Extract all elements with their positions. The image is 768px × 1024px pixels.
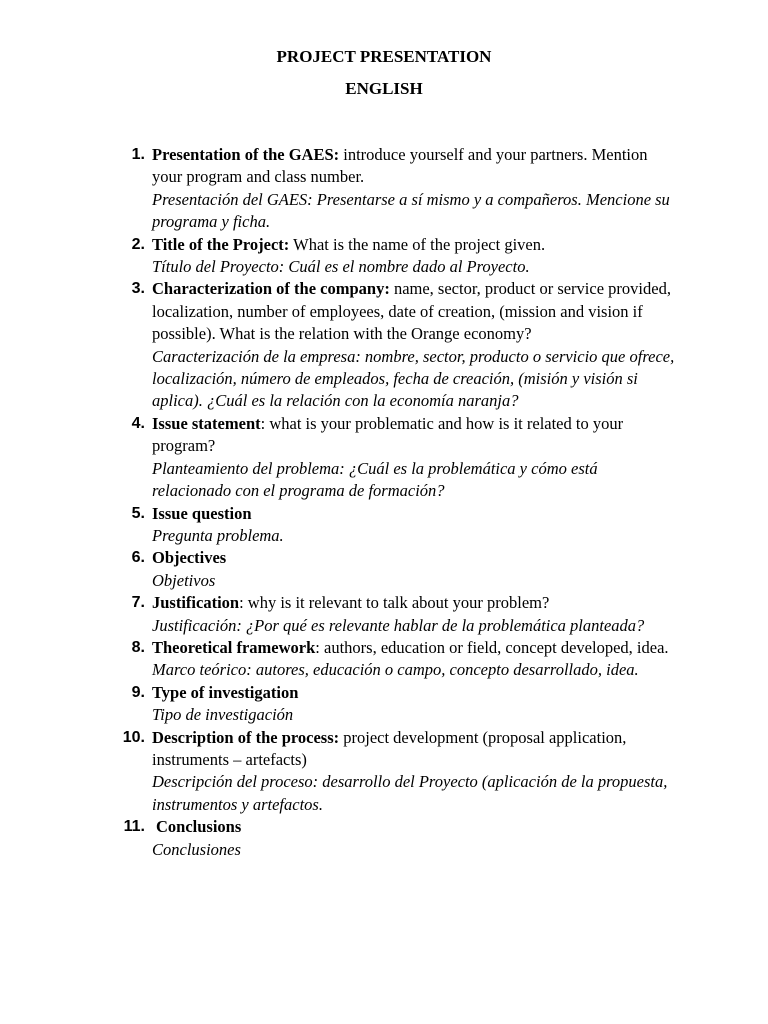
list-item-conclusions	[120, 816, 680, 861]
item-spanish-translation: Marco teórico: autores, educación o campo, concepto desarrollado, idea.	[152, 660, 639, 680]
list-item-issue-question	[120, 503, 680, 548]
item-number: 1.	[131, 146, 145, 163]
item-heading: Presentation of the GAES:	[152, 145, 340, 164]
item-text: name, sector, product or service provided, localization, number of employees, date of creation, (mission and vision if possible). What is the relation with the Orange economy?	[152, 279, 671, 344]
list-item-company	[120, 278, 680, 412]
list-item-type-of-investigation	[120, 682, 680, 727]
item-heading: Objectives	[152, 548, 227, 568]
item-spanish-translation: Título del Proyecto: Cuál es el nombre dado al Proyecto.	[152, 257, 530, 277]
list-item-description-of-process	[120, 727, 680, 817]
item-heading: Type of investigation	[152, 682, 299, 702]
item-number: 3.	[131, 280, 145, 298]
item-heading: Theoretical framework	[152, 637, 316, 657]
list-item-issue-statement	[120, 413, 680, 503]
item-heading: Characterization of the company:	[152, 279, 390, 299]
item-spanish-translation: Tipo de investigación	[152, 705, 294, 725]
item-spanish-translation: Conclusiones	[152, 839, 241, 859]
item-text: introduce yourself and your partners. Mention your program and class number.	[152, 145, 648, 187]
item-number: 7.	[131, 594, 145, 612]
item-number: 8.	[131, 638, 145, 656]
list-item-title	[120, 234, 680, 279]
item-heading: Justification	[152, 593, 240, 613]
item-spanish-translation: Justificación: ¿Por qué es relevante hablar de la problemática planteada?	[152, 615, 645, 635]
item-heading: Title of the Project:	[152, 234, 290, 254]
presentation-outline-list	[120, 144, 680, 861]
item-number: 6.	[131, 549, 145, 567]
item-heading: Issue question	[152, 503, 252, 523]
item-text: : what is your problematic and how is it related to your program?	[152, 413, 624, 456]
list-item-theoretical-framework	[120, 637, 680, 682]
list-item-presentation	[120, 144, 680, 234]
item-heading: Issue statement	[152, 413, 261, 433]
item-number: 4.	[131, 414, 145, 432]
item-spanish-translation: Descripción del proceso: desarrollo del Proyecto (aplicación de la propuesta, instrumentos y artefactos.	[152, 772, 668, 814]
item-number: 2.	[131, 235, 145, 253]
document-title: PROJECT PRESENTATION	[276, 47, 492, 66]
item-text: : why is it relevant to talk about your problem?	[239, 593, 550, 613]
list-item-justification	[120, 592, 680, 637]
item-spanish-translation: Objetivos	[152, 570, 216, 590]
item-spanish-translation: Caracterización de la empresa: nombre, sector, producto o servicio que ofrece, localización, número de empleados, fecha de creación, (misión y visión si aplica). ¿Cuál es la relación con la economía naranja?	[152, 346, 675, 411]
item-number: 9.	[131, 683, 145, 701]
item-number: 11.	[123, 818, 145, 836]
item-heading: Conclusions	[156, 817, 242, 837]
item-spanish-translation: Planteamiento del problema: ¿Cuál es la problemática y cómo está relacionado con el programa de formación?	[152, 458, 598, 501]
item-number: 10.	[122, 728, 145, 746]
item-spanish-translation: Pregunta problema.	[152, 525, 284, 545]
item-spanish-translation: Presentación del GAES: Presentarse a sí mismo y a compañeros. Mencione su programa y ficha.	[152, 189, 670, 232]
item-text: project development (proposal application, instruments – artefacts)	[152, 727, 627, 769]
item-text: : authors, education or field, concept developed, idea.	[315, 637, 669, 657]
document-subtitle: ENGLISH	[345, 79, 423, 98]
item-number: 5.	[131, 504, 145, 522]
list-item-objectives	[120, 547, 680, 592]
item-text: What is the name of the project given.	[289, 234, 546, 254]
item-heading: Description of the process:	[152, 727, 340, 747]
